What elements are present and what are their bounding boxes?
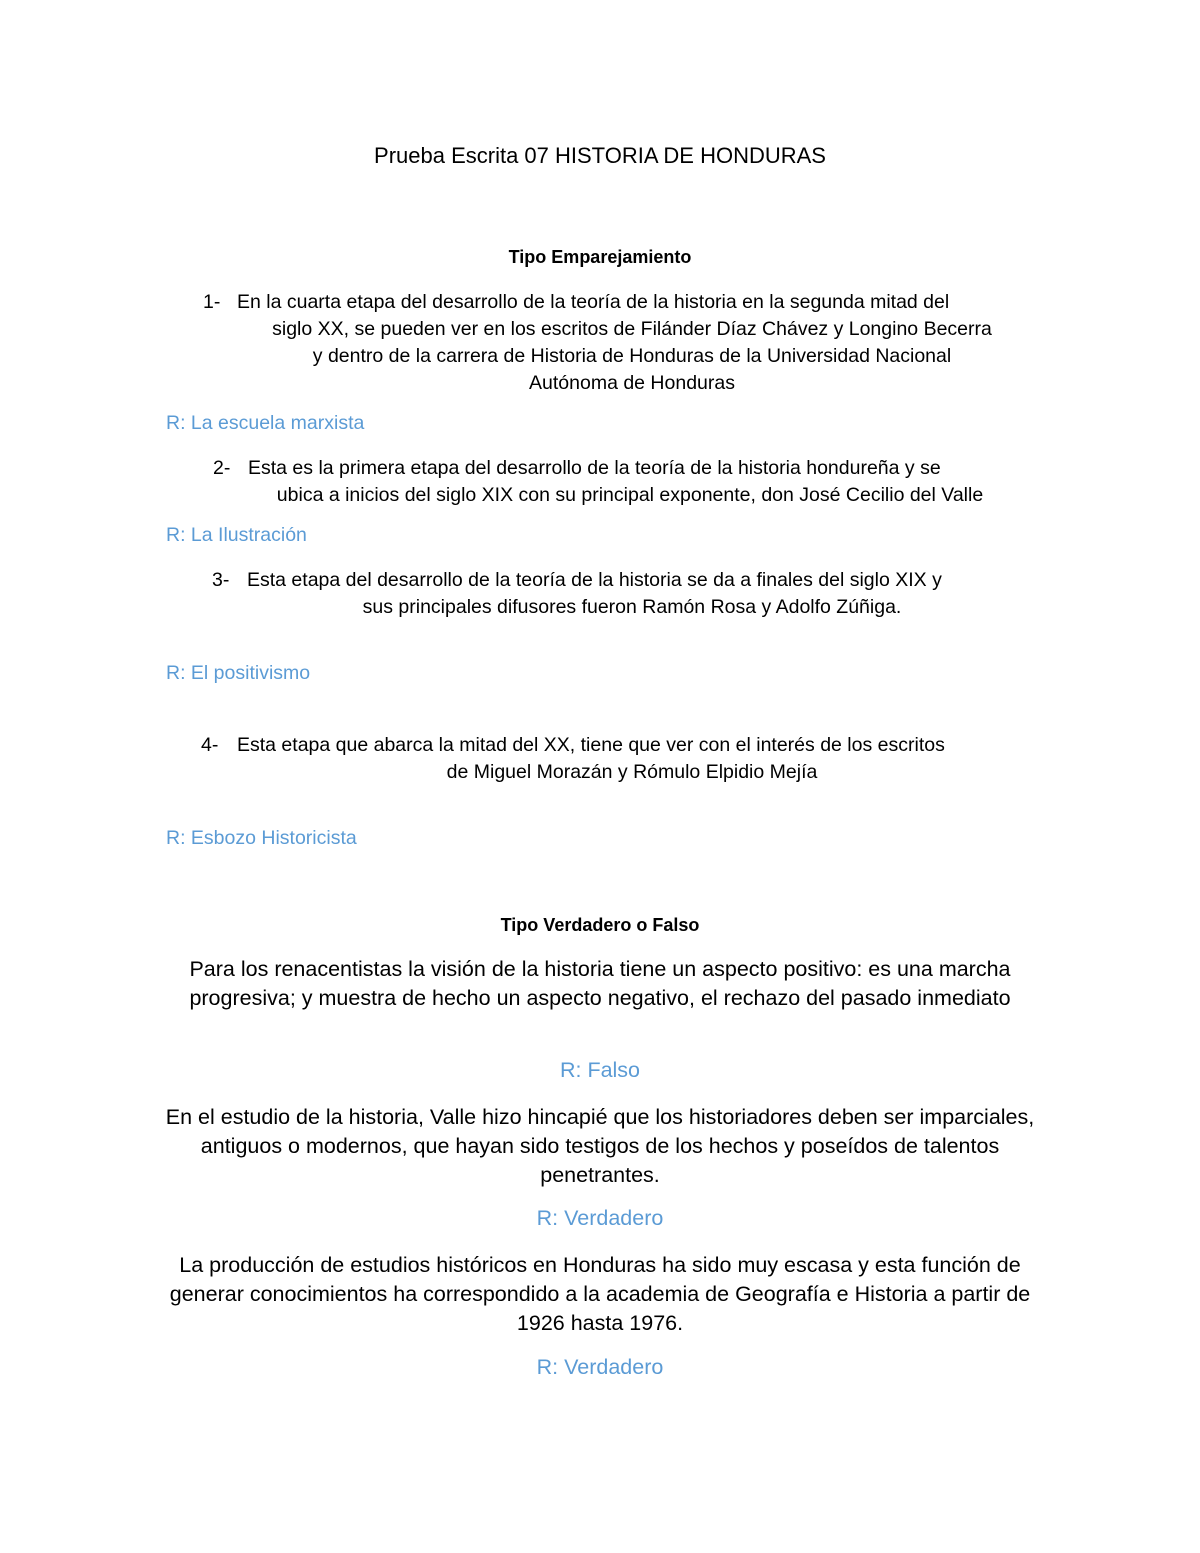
answer-1: R: La escuela marxista (166, 412, 365, 434)
statement-3: La producción de estudios históricos en Honduras ha sido muy escasa y esta función de generar conocimientos ha correspondido a la academia de Geografía e Historia a partir de 1926 hasta 1976. (169, 1253, 1031, 1335)
answer-4: R: Esbozo Historicista (166, 827, 357, 849)
question-line: siglo XX, se pueden ver en los escritos de Filánder Díaz Chávez y Longino Becerra (272, 318, 992, 340)
answer-3: R: El positivismo (166, 662, 311, 684)
tf-answer-2: R: Verdadero (536, 1206, 664, 1230)
answer-2: R: La Ilustración (166, 524, 307, 546)
question-line: Esta etapa del desarrollo de la teoría de la historia se da a finales del siglo XIX y (247, 569, 942, 591)
question-number: 4- (201, 734, 219, 756)
question-line: sus principales difusores fueron Ramón Rosa y Adolfo Zúñiga. (362, 596, 902, 618)
question-number: 3- (212, 569, 230, 591)
section-heading-truefalse: Tipo Verdadero o Falso (500, 915, 700, 935)
question-line: Autónoma de Honduras (529, 372, 735, 394)
question-line: Esta etapa que abarca la mitad del XX, tiene que ver con el interés de los escritos (237, 734, 945, 756)
tf-answer-3: R: Verdadero (536, 1355, 664, 1379)
tf-answer-1: R: Falso (559, 1058, 641, 1082)
question-line: Esta es la primera etapa del desarrollo de la teoría de la historia hondureña y se (248, 457, 941, 479)
question-line: y dentro de la carrera de Historia de Honduras de la Universidad Nacional (312, 345, 952, 367)
statement-1: Para los renacentistas la visión de la historia tiene un aspecto positivo: es una marcha progresiva; y muestra de hecho un aspecto negativo, el rechazo del pasado inmediato (189, 957, 1011, 1010)
question-line: En la cuarta etapa del desarrollo de la teoría de la historia en la segunda mitad del (237, 291, 950, 313)
section-heading-matching: Tipo Emparejamiento (508, 247, 692, 267)
question-number: 2- (213, 457, 231, 479)
page-title: Prueba Escrita 07 HISTORIA DE HONDURAS (374, 143, 826, 168)
question-line: ubica a inicios del siglo XIX con su principal exponente, don José Cecilio del Valle (276, 484, 984, 506)
question-number: 1- (203, 291, 221, 313)
question-line: de Miguel Morazán y Rómulo Elpidio Mejía (446, 761, 818, 783)
statement-2: En el estudio de la historia, Valle hizo hincapié que los historiadores deben ser imparciales, antiguos o modernos, que hayan sido testigos de los hechos y poseídos de talentos penetrantes. (165, 1105, 1035, 1187)
